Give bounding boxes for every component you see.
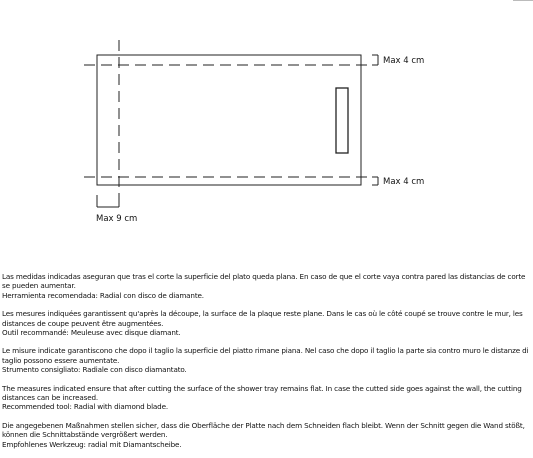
- instruction-text: Die angegebenen Maßnahmen stellen sicher, dass die Oberfläche der Platte nach dem Schneiden flach bleibt. Wenn der Schnitt gegen die Wand stößt, können die Schnittabstände vergrößert werden.: [2, 420, 525, 440]
- instruction-tool: Herramienta recomendada: Radial con disco de diamante.: [2, 290, 204, 300]
- instructions-block: [2, 272, 530, 458]
- instruction-tool: Outil recommandé: Meuleuse avec disque diamant.: [2, 328, 181, 338]
- instruction-es: [2, 272, 530, 300]
- instruction-it: [2, 346, 530, 374]
- instruction-tool: Recommended tool: Radial with diamond blade.: [2, 402, 168, 412]
- drain-slot: [336, 88, 348, 153]
- instruction-text: The measures indicated ensure that after cutting the surface of the shower tray remains flat. In case the cutted side goes against the wall, the cutting distances can be increased.: [2, 383, 522, 403]
- bottom-margin-label: Max 4 cm: [383, 177, 425, 187]
- instruction-tool: Empfohlenes Werkzeug: radial mit Diamantscheibe.: [2, 439, 182, 449]
- top-margin-label: Max 4 cm: [383, 56, 425, 66]
- instruction-text: Les mesures indiquées garantissent qu'après la découpe, la surface de la plaque reste plane. Dans le cas où le côté coupé se trouve contre le mur, les distances de coupe peuvent être augmentées.: [2, 309, 523, 328]
- instruction-fr: [2, 309, 530, 337]
- side-margin-label: Max 9 cm: [96, 214, 138, 224]
- instruction-tool: Strumento consigliato: Radiale con disco diamantato.: [2, 365, 187, 375]
- shower-tray-outline: [97, 55, 361, 185]
- instruction-de: [2, 421, 530, 449]
- side-margin-bracket: [97, 195, 119, 207]
- instruction-en: [2, 384, 530, 412]
- bottom-margin-bracket: [372, 177, 378, 185]
- instruction-text: Las medidas indicadas aseguran que tras el corte la superficie del plato queda plana. En caso de que el corte vaya contra pared las distancias de corte se pueden aumentar.: [2, 272, 526, 291]
- instruction-text: Le misure indicate garantiscono che dopo il taglio la superficie del piatto rimane piana. Nel caso che dopo il taglio la parte sia contro muro le distanze di taglio possono essere aumentate.: [2, 346, 529, 365]
- top-margin-bracket: [372, 55, 378, 65]
